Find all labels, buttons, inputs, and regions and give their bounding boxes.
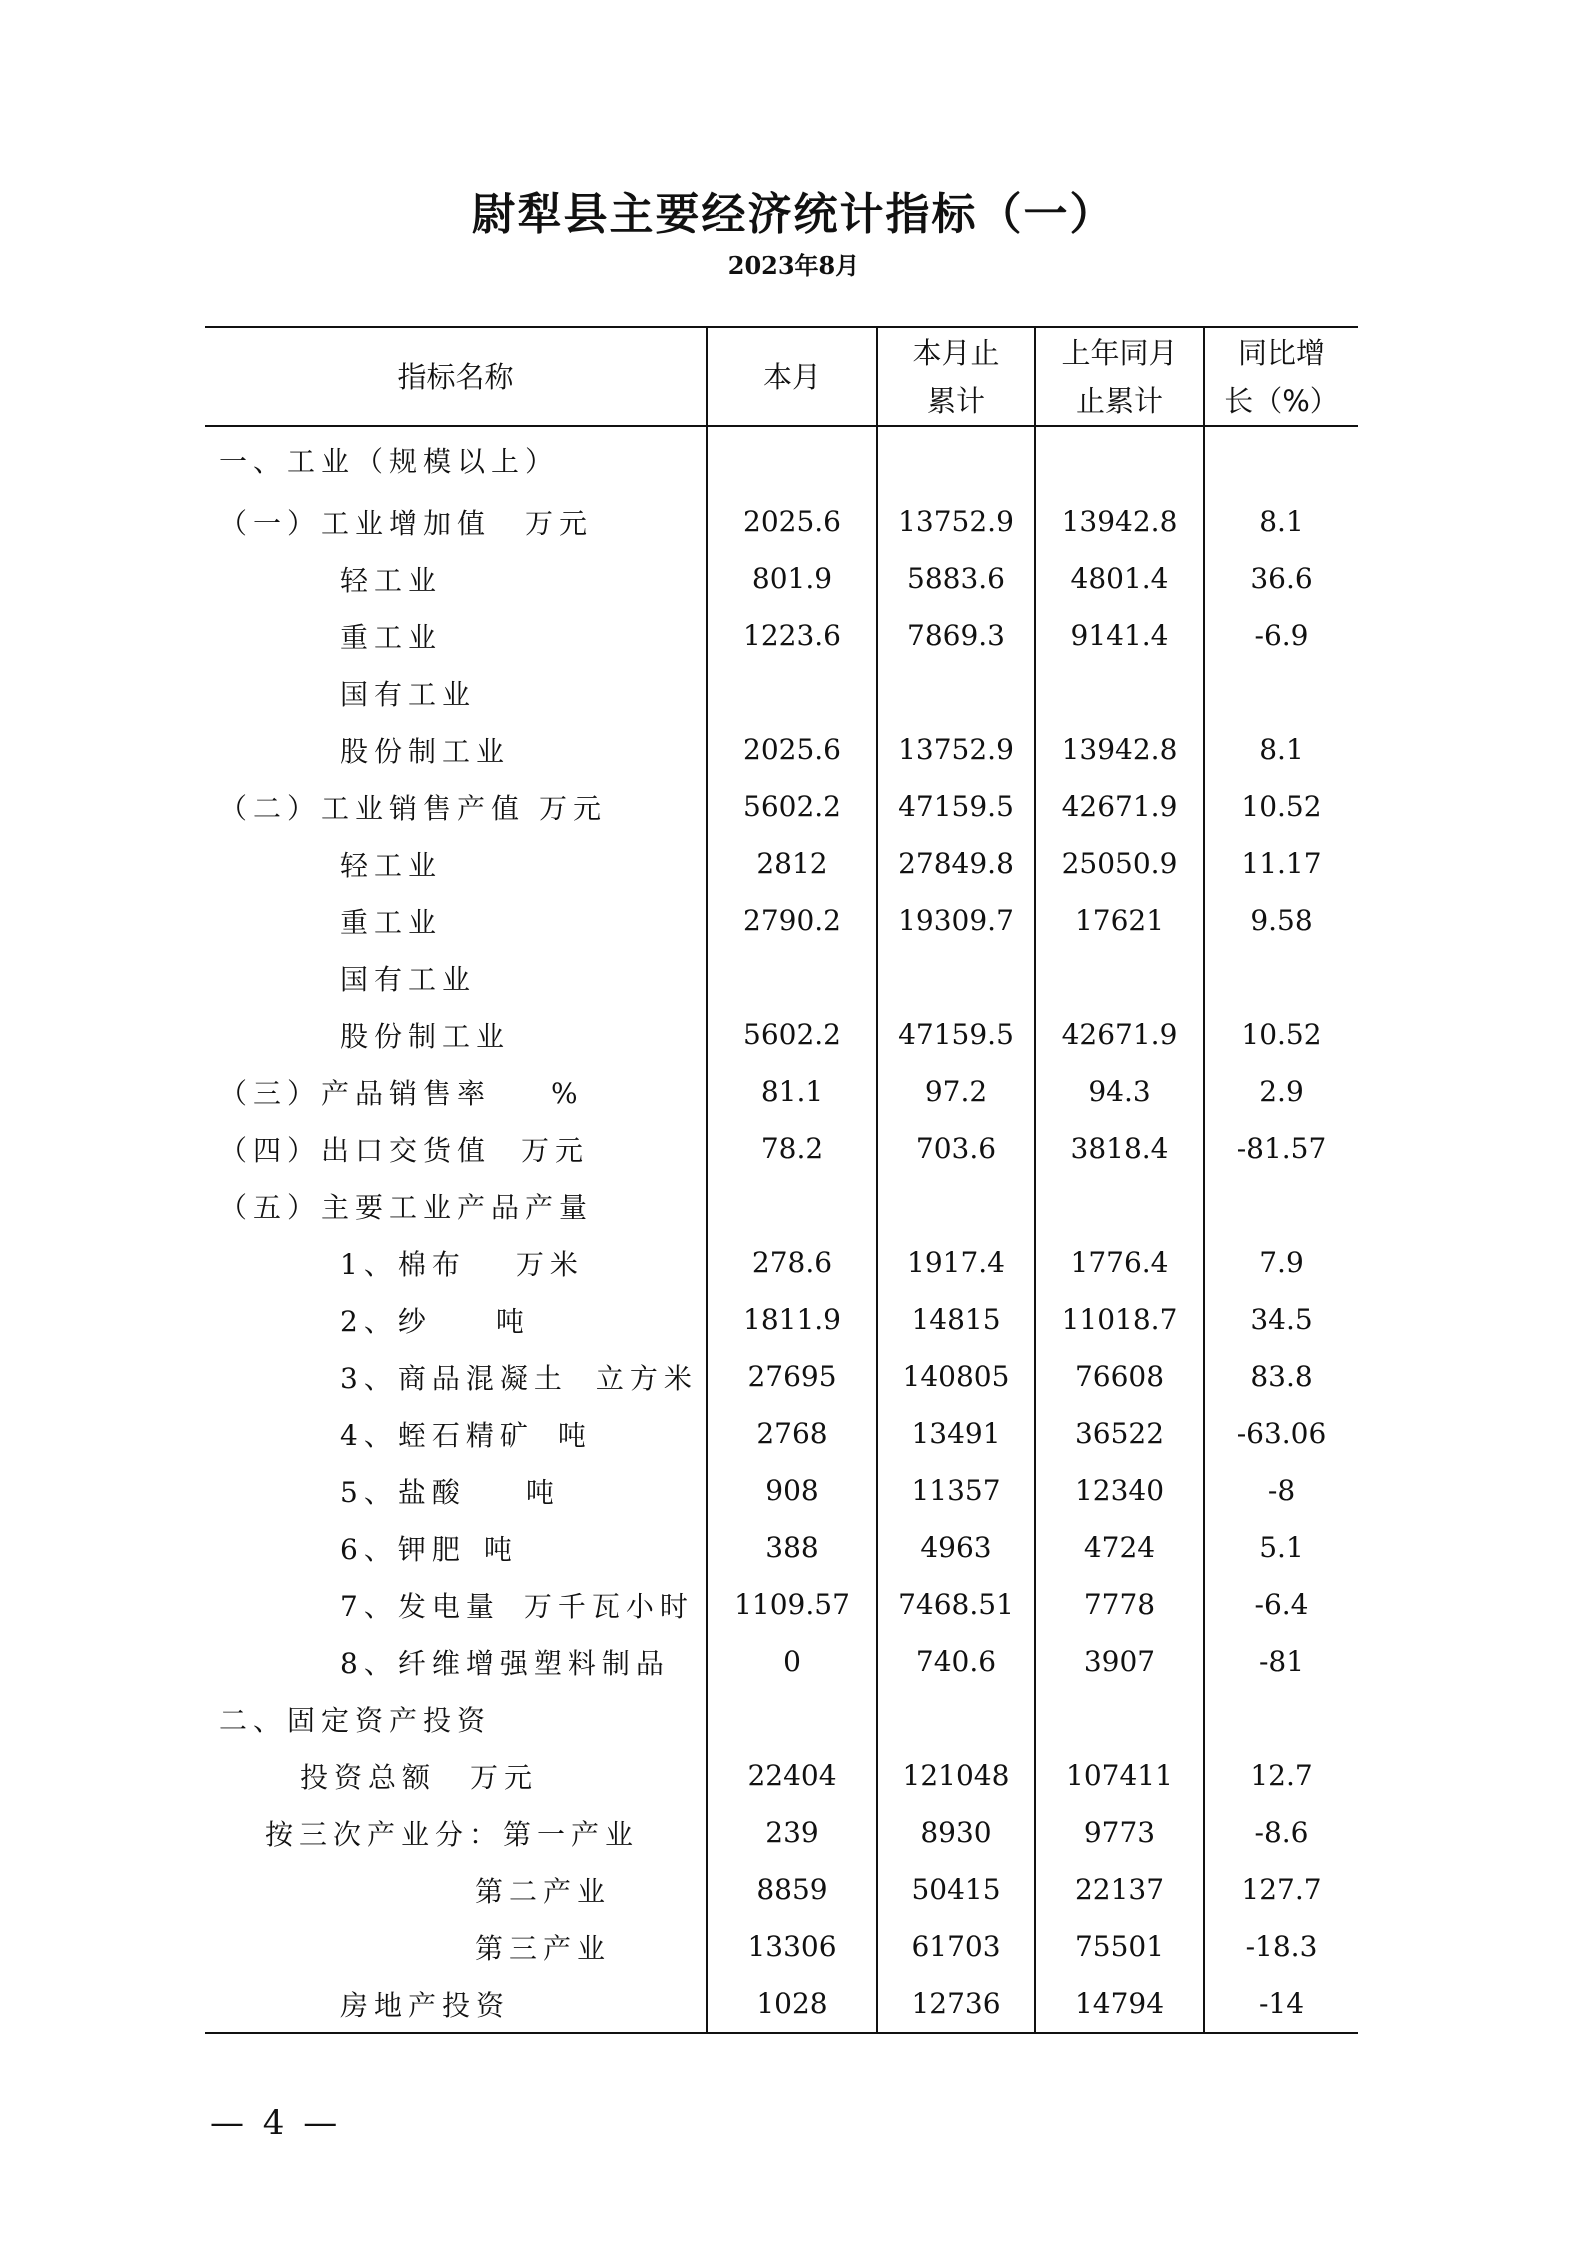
month-value: 0 [707, 1633, 877, 1690]
prev-value: 42671.9 [1035, 1006, 1204, 1063]
indicator-unit: 吨 [557, 1418, 592, 1452]
header-indicator-name: 指标名称 [205, 327, 707, 426]
cum-value: 8930 [877, 1804, 1035, 1861]
indicator-name: 2、纱 [340, 1304, 432, 1338]
cum-value: 14815 [877, 1291, 1035, 1348]
yoy-value: 127.7 [1204, 1861, 1358, 1918]
table-header-row [205, 327, 1358, 426]
month-value [707, 949, 877, 1006]
table-row [205, 1804, 1358, 1861]
indicator-name: 国有工业 [340, 677, 477, 711]
indicator-name: 房地产投资 [340, 1988, 511, 2022]
prev-value: 4801.4 [1035, 550, 1204, 607]
indicator-unit: 万元 [470, 1760, 539, 1794]
yoy-value: -6.9 [1204, 607, 1358, 664]
prev-value: 36522 [1035, 1405, 1204, 1462]
yoy-value: -63.06 [1204, 1405, 1358, 1462]
cum-value: 121048 [877, 1747, 1035, 1804]
table-row [205, 1519, 1358, 1576]
prev-value [1035, 1177, 1204, 1234]
month-value: 81.1 [707, 1063, 877, 1120]
indicator-name-cell [205, 1576, 707, 1633]
month-value [707, 1177, 877, 1234]
table-row [205, 550, 1358, 607]
yoy-value: 11.17 [1204, 835, 1358, 892]
month-value: 2768 [707, 1405, 877, 1462]
indicator-name-cell [205, 1633, 707, 1690]
indicator-unit: % [551, 1076, 584, 1110]
prev-value: 4724 [1035, 1519, 1204, 1576]
indicator-name-cell [205, 1918, 707, 1975]
table-row [205, 1177, 1358, 1234]
indicator-name-cell [205, 1690, 707, 1747]
table-row [205, 1120, 1358, 1177]
month-value: 1223.6 [707, 607, 877, 664]
indicator-unit: 立方米 [595, 1361, 698, 1395]
yoy-value: -81 [1204, 1633, 1358, 1690]
yoy-value [1204, 426, 1358, 493]
indicator-unit: 万米 [515, 1247, 584, 1281]
page-number: — 4 — [210, 2103, 342, 2143]
cum-value: 740.6 [877, 1633, 1035, 1690]
month-value: 13306 [707, 1918, 877, 1975]
month-value [707, 664, 877, 721]
indicator-name-cell [205, 550, 707, 607]
indicator-name: 重工业 [340, 620, 443, 654]
prev-value: 13942.8 [1035, 493, 1204, 550]
indicator-name-cell [205, 493, 707, 550]
month-value: 2790.2 [707, 892, 877, 949]
cum-value [877, 1177, 1035, 1234]
table-row [205, 892, 1358, 949]
indicator-name: （二）工业销售产值 [219, 791, 526, 825]
table-row [205, 1633, 1358, 1690]
indicator-unit: 万元 [525, 506, 594, 540]
cum-value: 12736 [877, 1975, 1035, 2033]
indicator-name: 一、工业（规模以上） [219, 445, 560, 478]
cum-value: 11357 [877, 1462, 1035, 1519]
cum-value: 5883.6 [877, 550, 1035, 607]
month-value: 1028 [707, 1975, 877, 2033]
header-last-year-cumulative: 上年同月 止累计 [1035, 327, 1204, 426]
prev-value [1035, 426, 1204, 493]
cum-value: 19309.7 [877, 892, 1035, 949]
month-value: 5602.2 [707, 1006, 877, 1063]
table-row [205, 1006, 1358, 1063]
indicator-name: 第二产业 [475, 1874, 612, 1908]
yoy-value: 7.9 [1204, 1234, 1358, 1291]
yoy-value: -14 [1204, 1975, 1358, 2033]
month-value: 388 [707, 1519, 877, 1576]
prev-value: 3907 [1035, 1633, 1204, 1690]
indicator-name: （四）出口交货值 [219, 1133, 492, 1167]
indicator-name-cell [205, 1861, 707, 1918]
month-value: 801.9 [707, 550, 877, 607]
header-cumulative: 本月止 累计 [877, 327, 1035, 426]
month-value: 1811.9 [707, 1291, 877, 1348]
indicator-name-cell [205, 778, 707, 835]
cum-value: 13491 [877, 1405, 1035, 1462]
cum-value: 703.6 [877, 1120, 1035, 1177]
indicator-name: 投资总额 [300, 1760, 437, 1794]
table-row [205, 1918, 1358, 1975]
indicator-name: （三）产品销售率 [219, 1076, 492, 1110]
indicator-name: （一）工业增加值 [219, 506, 492, 540]
table-row [205, 721, 1358, 778]
cum-value [877, 1690, 1035, 1747]
month-value: 78.2 [707, 1120, 877, 1177]
yoy-value: 9.58 [1204, 892, 1358, 949]
prev-value: 13942.8 [1035, 721, 1204, 778]
cum-value: 27849.8 [877, 835, 1035, 892]
indicator-name-cell [205, 1348, 707, 1405]
prev-value: 22137 [1035, 1861, 1204, 1918]
yoy-value: -8.6 [1204, 1804, 1358, 1861]
indicator-name-cell [205, 1120, 707, 1177]
indicator-unit: 万元 [521, 1133, 590, 1167]
prev-value: 7778 [1035, 1576, 1204, 1633]
indicator-name: 重工业 [340, 905, 443, 939]
prev-value: 25050.9 [1035, 835, 1204, 892]
prev-value: 12340 [1035, 1462, 1204, 1519]
yoy-value: 36.6 [1204, 550, 1358, 607]
table-row [205, 1747, 1358, 1804]
yoy-value: -8 [1204, 1462, 1358, 1519]
month-value: 2025.6 [707, 721, 877, 778]
report-date: 2023年8月 [727, 251, 860, 280]
prev-value: 14794 [1035, 1975, 1204, 2033]
indicator-name: 4、蛭石精矿 [340, 1418, 534, 1452]
cum-value: 47159.5 [877, 778, 1035, 835]
indicator-name: 第三产业 [475, 1931, 612, 1965]
prev-value: 107411 [1035, 1747, 1204, 1804]
indicator-name: 按三次产业分：第一产业 [265, 1817, 640, 1851]
header-this-month: 本月 [707, 327, 877, 426]
indicator-name-cell [205, 1975, 707, 2033]
table-row [205, 835, 1358, 892]
indicator-name-cell [205, 1291, 707, 1348]
indicator-name-cell [205, 1177, 707, 1234]
yoy-value: 2.9 [1204, 1063, 1358, 1120]
indicator-name: 8、纤维增强塑料制品 [340, 1646, 670, 1680]
yoy-value [1204, 664, 1358, 721]
indicator-unit: 万千瓦小时 [523, 1589, 694, 1623]
month-value: 5602.2 [707, 778, 877, 835]
indicator-name-cell [205, 1006, 707, 1063]
prev-value [1035, 664, 1204, 721]
yoy-value: 83.8 [1204, 1348, 1358, 1405]
statistics-table [205, 326, 1358, 2034]
prev-value: 9141.4 [1035, 607, 1204, 664]
indicator-unit: 吨 [483, 1532, 518, 1566]
prev-value [1035, 949, 1204, 1006]
cum-value [877, 949, 1035, 1006]
indicator-name: 7、发电量 [340, 1589, 500, 1623]
table-row [205, 1063, 1358, 1120]
prev-value: 94.3 [1035, 1063, 1204, 1120]
header-yoy-growth: 同比增 长（%） [1204, 327, 1358, 426]
yoy-value: 12.7 [1204, 1747, 1358, 1804]
cum-value: 47159.5 [877, 1006, 1035, 1063]
indicator-name-cell [205, 1405, 707, 1462]
table-row [205, 778, 1358, 835]
cum-value: 50415 [877, 1861, 1035, 1918]
indicator-name-cell [205, 721, 707, 778]
cum-value: 97.2 [877, 1063, 1035, 1120]
table-body [205, 426, 1358, 2033]
indicator-name: 轻工业 [340, 563, 443, 597]
yoy-value: 10.52 [1204, 778, 1358, 835]
indicator-name: 股份制工业 [340, 1019, 511, 1053]
indicator-name-cell [205, 664, 707, 721]
month-value [707, 426, 877, 493]
prev-value: 42671.9 [1035, 778, 1204, 835]
table-row [205, 493, 1358, 550]
indicator-name: 轻工业 [340, 848, 443, 882]
indicator-name-cell [205, 1519, 707, 1576]
month-value [707, 1690, 877, 1747]
indicator-name-cell [205, 1747, 707, 1804]
indicator-name-cell [205, 1063, 707, 1120]
cum-value: 1917.4 [877, 1234, 1035, 1291]
yoy-value [1204, 949, 1358, 1006]
prev-value: 9773 [1035, 1804, 1204, 1861]
indicator-name-cell [205, 892, 707, 949]
table-row [205, 1234, 1358, 1291]
indicator-name: 6、钾肥 [340, 1532, 466, 1566]
indicator-name: 5、盐酸 [340, 1475, 466, 1509]
indicator-name: 二、固定资产投资 [219, 1703, 492, 1737]
indicator-name: 国有工业 [340, 962, 477, 996]
table-row [205, 1405, 1358, 1462]
indicator-unit: 万元 [539, 791, 608, 825]
yoy-value: 8.1 [1204, 493, 1358, 550]
indicator-name-cell [205, 835, 707, 892]
table-row [205, 1291, 1358, 1348]
indicator-name-cell [205, 1804, 707, 1861]
table-row [205, 1348, 1358, 1405]
cum-value [877, 664, 1035, 721]
prev-value [1035, 1690, 1204, 1747]
indicator-name-cell [205, 607, 707, 664]
table-row [205, 1861, 1358, 1918]
cum-value: 61703 [877, 1918, 1035, 1975]
prev-value: 76608 [1035, 1348, 1204, 1405]
yoy-value: -81.57 [1204, 1120, 1358, 1177]
month-value: 27695 [707, 1348, 877, 1405]
yoy-value: 5.1 [1204, 1519, 1358, 1576]
page-title: 尉犁县主要经济统计指标（一） [471, 189, 1116, 240]
prev-value: 3818.4 [1035, 1120, 1204, 1177]
indicator-name: （五）主要工业产品产量 [219, 1190, 594, 1224]
prev-value: 1776.4 [1035, 1234, 1204, 1291]
table-row [205, 1975, 1358, 2033]
month-value: 908 [707, 1462, 877, 1519]
cum-value: 13752.9 [877, 721, 1035, 778]
indicator-unit: 吨 [525, 1475, 560, 1509]
yoy-value: 34.5 [1204, 1291, 1358, 1348]
yoy-value: -6.4 [1204, 1576, 1358, 1633]
month-value: 8859 [707, 1861, 877, 1918]
month-value: 2812 [707, 835, 877, 892]
indicator-name-cell [205, 1234, 707, 1291]
yoy-value [1204, 1690, 1358, 1747]
table-row [205, 607, 1358, 664]
table-row [205, 1690, 1358, 1747]
indicator-name-cell [205, 949, 707, 1006]
prev-value: 17621 [1035, 892, 1204, 949]
cum-value: 140805 [877, 1348, 1035, 1405]
prev-value: 75501 [1035, 1918, 1204, 1975]
prev-value: 11018.7 [1035, 1291, 1204, 1348]
table-row [205, 664, 1358, 721]
indicator-name: 1、棉布 [340, 1247, 466, 1281]
cum-value [877, 426, 1035, 493]
yoy-value [1204, 1177, 1358, 1234]
table-row [205, 1576, 1358, 1633]
yoy-value: 8.1 [1204, 721, 1358, 778]
month-value: 239 [707, 1804, 877, 1861]
month-value: 22404 [707, 1747, 877, 1804]
cum-value: 13752.9 [877, 493, 1035, 550]
indicator-unit: 吨 [495, 1304, 530, 1338]
month-value: 1109.57 [707, 1576, 877, 1633]
table-row [205, 949, 1358, 1006]
month-value: 278.6 [707, 1234, 877, 1291]
indicator-name: 3、商品混凝土 [340, 1361, 568, 1395]
cum-value: 4963 [877, 1519, 1035, 1576]
indicator-name-cell [205, 426, 707, 493]
yoy-value: -18.3 [1204, 1918, 1358, 1975]
cum-value: 7468.51 [877, 1576, 1035, 1633]
indicator-name: 股份制工业 [340, 734, 511, 768]
cum-value: 7869.3 [877, 607, 1035, 664]
table-row [205, 426, 1358, 493]
indicator-name-cell [205, 1462, 707, 1519]
table-row [205, 1462, 1358, 1519]
yoy-value: 10.52 [1204, 1006, 1358, 1063]
month-value: 2025.6 [707, 493, 877, 550]
